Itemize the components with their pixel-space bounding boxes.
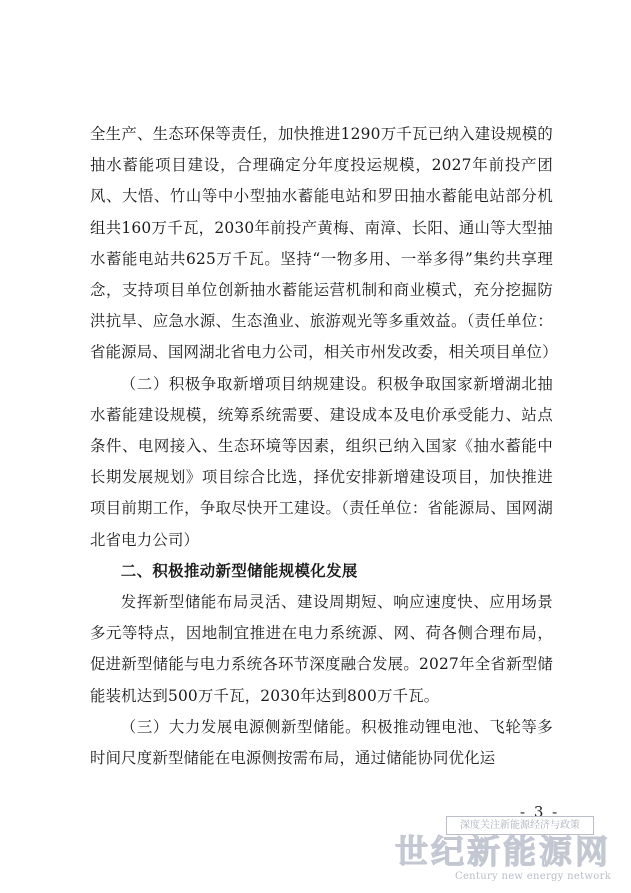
- paragraph-1: 全生产、生态环保等责任，加快推进1290万千瓦已纳入建设规模的抽水蓄能项目建设，合理确定分年度投运规模，2027年前投产团风、大悟、竹山等中小型抽水蓄能电站和罗田抽水蓄能电站部分机组共160万千瓦，2030年前投产黄梅、南漳、长阳、通山等大型抽水蓄能电站共625万千瓦。坚持“一物多用、一举多得”集约共享理念，支持项目单位创新抽水蓄能运营机制和商业模式，充分挖掘防洪抗旱、应急水源、生态渔业、旅游观光等多重效益。（责任单位：省能源局、国网湖北省电力公司，相关市州发改委，相关项目单位）: [90, 125, 558, 362]
- page-number: - 3 -: [520, 803, 560, 821]
- watermark-stamp: 深度关注新能源经济与政策: [446, 816, 594, 835]
- watermark-logo-subtext: Century new energy network: [455, 871, 612, 882]
- paragraph-4: （三）大力发展电源侧新型储能。积极推动锂电池、飞轮等多时间尺度新型储能在电源侧按需布局，通过储能协同优化运: [90, 717, 553, 768]
- paragraph-2: （二）积极争取新增项目纳规建设。积极争取国家新增湖北抽水蓄能建设规模，统筹系统需要、建设成本及电价承受能力、站点条件、电网接入、生态环境等因素，组织已纳入国家《抽水蓄能中长期发展规划》项目综合比选，择优安排新增建设项目，加快推进项目前期工作，争取尽快开工建设。（责任单位：省能源局、国网湖北省电力公司）: [90, 374, 553, 549]
- paragraph-3: 发挥新型储能布局灵活、建设周期短、响应速度快、应用场景多元等特点，因地制宜推进在电力系统源、网、荷各侧合理布局，促进新型储能与电力系统各环节深度融合发展。2027年全省新型储能装机达到500万千瓦，2030年达到800万千瓦。: [90, 593, 553, 705]
- section-heading: 二、积极推动新型储能规模化发展: [120, 561, 358, 580]
- watermark-logo: 世纪新能源网: [395, 832, 611, 871]
- document-body: [90, 119, 558, 774]
